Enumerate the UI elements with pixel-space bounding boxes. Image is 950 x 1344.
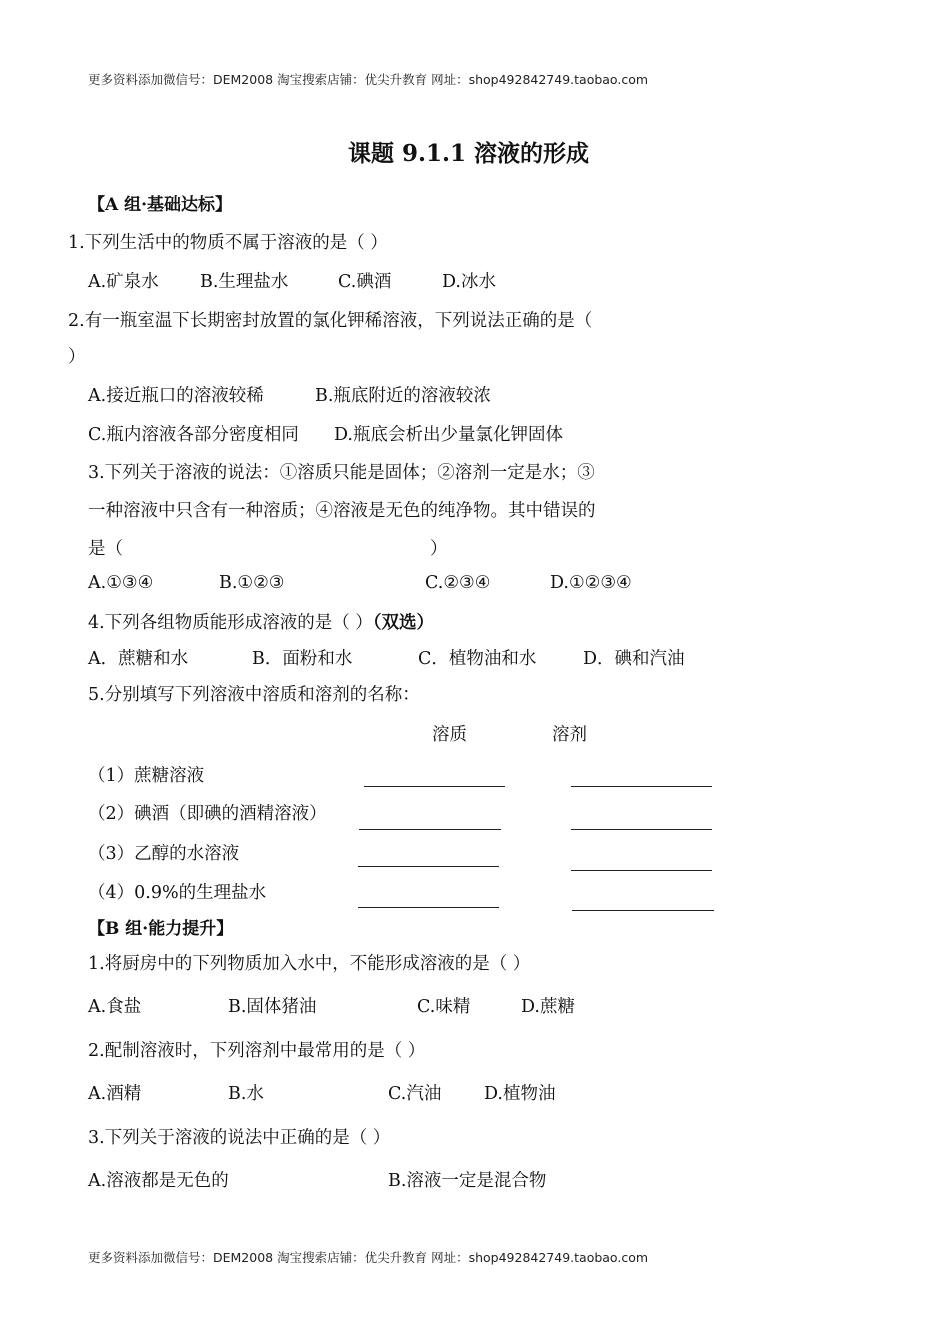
- b-q2-option-a: A.酒精: [88, 1084, 142, 1104]
- a-q5-row4-solute-blank[interactable]: [358, 907, 499, 908]
- a-q3-line1: 3.下列关于溶液的说法：①溶质只能是固体；②溶剂一定是水；③: [88, 463, 595, 483]
- a-q2-stem: 2.有一瓶室温下长期密封放置的氯化钾稀溶液，下列说法正确的是（: [68, 311, 593, 331]
- section-a-heading: 【A 组·基础达标】: [88, 195, 233, 215]
- a-q4-option-b: B．面粉和水: [252, 649, 353, 669]
- a-q5-row3-label: （3）乙醇的水溶液: [88, 844, 240, 864]
- a-q4-stem-line: [88, 609, 434, 634]
- a-q5-row3-solute-blank[interactable]: [358, 866, 499, 867]
- a-q5-row2-solute-blank[interactable]: [359, 829, 501, 830]
- a-q2-stem-cont: ）: [68, 347, 86, 367]
- a-q5-col-solute: 溶质: [432, 725, 467, 745]
- a-q3-option-b: B.①②③: [219, 573, 285, 593]
- a-q1-option-c: C.碘酒: [338, 272, 392, 292]
- a-q5-row3-solvent-blank[interactable]: [571, 870, 712, 871]
- a-q4-stem: 4.下列各组物质能形成溶液的是（ ）: [88, 613, 373, 633]
- a-q5-row1-solvent-blank[interactable]: [571, 786, 712, 787]
- a-q2-option-d: D.瓶底会析出少量氯化钾固体: [334, 425, 563, 445]
- a-q2-option-c: C.瓶内溶液各部分密度相同: [88, 425, 299, 445]
- a-q1-option-d: D.冰水: [442, 272, 496, 292]
- a-q5-col-solvent: 溶剂: [552, 725, 587, 745]
- b-q3-option-a: A.溶液都是无色的: [88, 1171, 229, 1191]
- a-q3-option-c: C.②③④: [425, 573, 491, 593]
- a-q4-option-c: C．植物油和水: [418, 649, 537, 669]
- a-q4-note: （双选）: [372, 613, 435, 633]
- page-title: 课题 9.1.1 溶液的形成: [348, 140, 590, 167]
- b-q2-stem: 2.配制溶液时，下列溶剂中最常用的是（ ）: [88, 1041, 426, 1061]
- a-q3-line3-start: 是（: [88, 539, 123, 559]
- a-q5-row1-label: （1）蔗糖溶液: [88, 766, 205, 786]
- a-q3-option-a: A.①③④: [88, 573, 154, 593]
- a-q5-row2-label: （2）碘酒（即碘的酒精溶液）: [88, 804, 327, 824]
- section-b-heading: 【B 组·能力提升】: [88, 919, 234, 939]
- a-q1-option-b: B.生理盐水: [200, 272, 289, 292]
- a-q2-option-b: B.瓶底附近的溶液较浓: [315, 386, 491, 406]
- a-q3-option-d: D.①②③④: [550, 573, 632, 593]
- b-q2-option-b: B.水: [228, 1084, 264, 1104]
- page-header: 更多资料添加微信号：DEM2008 淘宝搜索店铺：优尖升教育 网址：shop492842749.taobao.com: [88, 72, 649, 87]
- b-q1-option-c: C.味精: [417, 997, 471, 1017]
- b-q1-option-a: A.食盐: [88, 997, 142, 1017]
- a-q4-option-a: A．蔗糖和水: [88, 649, 189, 669]
- b-q2-option-d: D.植物油: [484, 1084, 556, 1104]
- b-q2-option-c: C.汽油: [388, 1084, 442, 1104]
- b-q1-option-b: B.固体猪油: [228, 997, 317, 1017]
- a-q1-option-a: A.矿泉水: [88, 272, 159, 292]
- a-q5-row4-label: （4）0.9%的生理盐水: [88, 883, 267, 903]
- b-q1-stem: 1.将厨房中的下列物质加入水中，不能形成溶液的是（ ）: [88, 954, 531, 974]
- a-q5-row4-solvent-blank[interactable]: [572, 910, 714, 911]
- a-q2-option-a: A.接近瓶口的溶液较稀: [88, 386, 264, 406]
- a-q4-option-d: D．碘和汽油: [583, 649, 685, 669]
- a-q5-stem: 5.分别填写下列溶液中溶质和溶剂的名称：: [88, 685, 420, 705]
- b-q3-stem: 3.下列关于溶液的说法中正确的是（ ）: [88, 1128, 391, 1148]
- b-q3-option-b: B.溶液一定是混合物: [388, 1171, 547, 1191]
- a-q5-row1-solute-blank[interactable]: [364, 786, 505, 787]
- a-q1-stem: 1.下列生活中的物质不属于溶液的是（ ）: [68, 233, 388, 253]
- a-q5-row2-solvent-blank[interactable]: [571, 829, 712, 830]
- b-q1-option-d: D.蔗糖: [521, 997, 575, 1017]
- page-footer: 更多资料添加微信号：DEM2008 淘宝搜索店铺：优尖升教育 网址：shop492842749.taobao.com: [88, 1250, 649, 1265]
- a-q3-line3-end: ）: [430, 539, 448, 559]
- a-q3-line2: 一种溶液中只含有一种溶质；④溶液是无色的纯净物。其中错误的: [88, 501, 596, 521]
